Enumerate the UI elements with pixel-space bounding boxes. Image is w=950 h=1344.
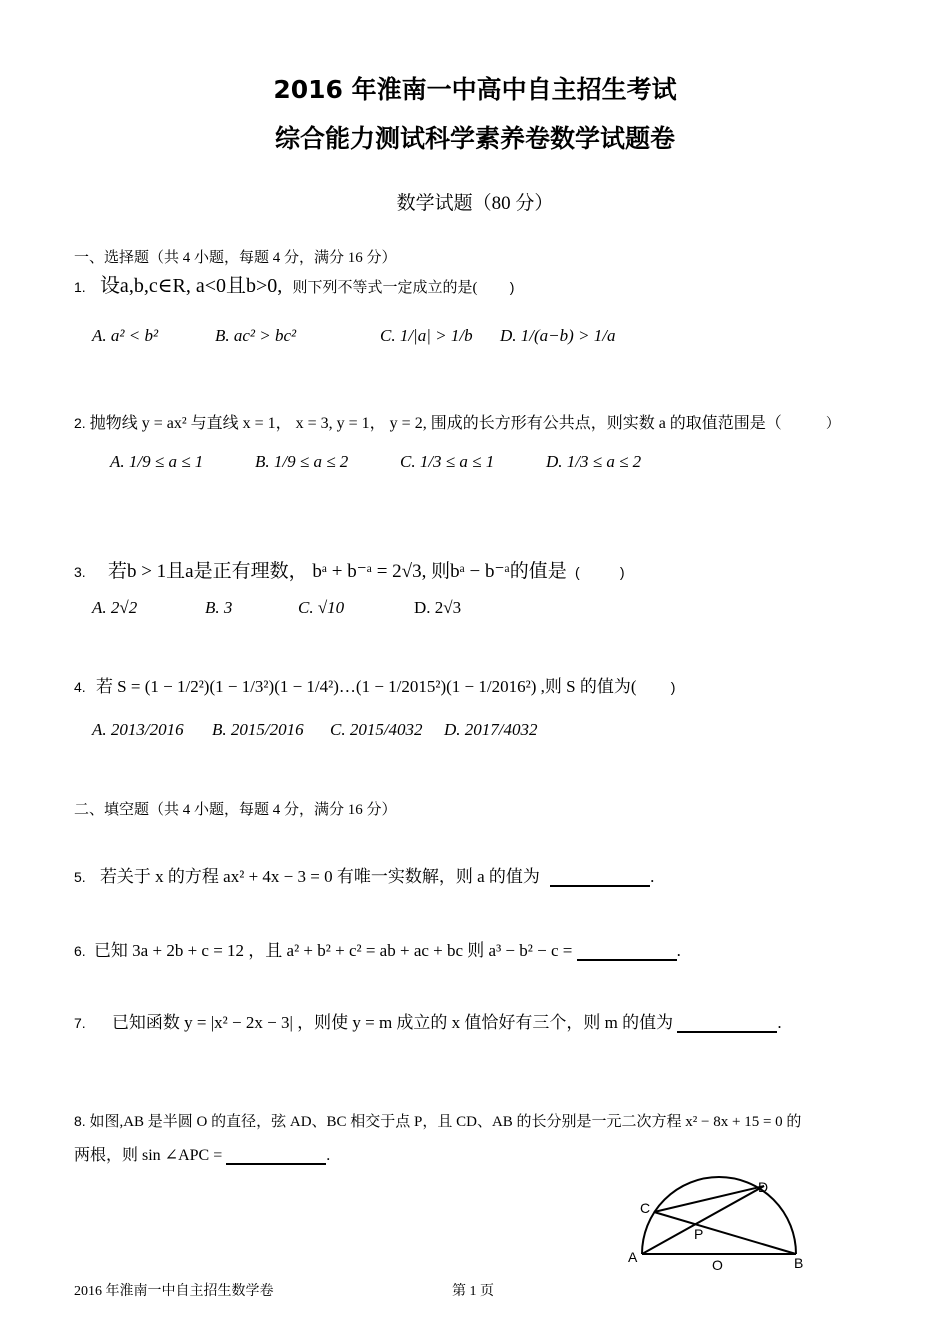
answer-paren-close: ) bbox=[619, 564, 625, 580]
page-number: 第 1 页 bbox=[452, 1284, 494, 1299]
question-stem: 若 S = (1 − 1/2²)(1 − 1/3²)(1 − 1/4²)…(1 − 1/2015²)(1 − 1/2016²) ,则 S 的值为( bbox=[95, 677, 637, 696]
question-stem: 若b > 1且a是正有理数， bᵃ + b⁻ᵃ = 2√3, 则bᵃ − b⁻ᵃ的值是 bbox=[107, 561, 567, 582]
question-line-2: 两根，则 sin ∠APC = bbox=[74, 1147, 223, 1164]
question-number: 8. bbox=[74, 1113, 86, 1129]
question-stem: 设a,b,c∈R, a<0且b>0, bbox=[99, 275, 283, 297]
chord-ad bbox=[642, 1186, 764, 1254]
answer-blank[interactable] bbox=[226, 1147, 326, 1165]
option-b: B. 1/9 ≤ a ≤ 2 bbox=[255, 452, 349, 471]
option-b: B. 2015/2016 bbox=[212, 720, 304, 739]
question-number: 1. bbox=[74, 279, 86, 295]
question-number: 4. bbox=[74, 679, 86, 695]
question-line-1: 如图,AB 是半圆 O 的直径，弦 AD、BC 相交于点 P，且 CD、AB 的长分别是一元二次方程 x² − 8x + 15 = 0 的 bbox=[89, 1114, 802, 1130]
end-period: . bbox=[676, 941, 681, 960]
chord-bc bbox=[654, 1212, 796, 1254]
title-line-1: 2016 年淮南一中高中自主招生考试 bbox=[273, 75, 677, 104]
question-number: 3. bbox=[74, 564, 86, 580]
answer-blank[interactable] bbox=[577, 943, 677, 961]
question-8-line-2 bbox=[74, 1142, 330, 1165]
question-3 bbox=[74, 556, 625, 583]
answer-blank[interactable] bbox=[677, 1015, 777, 1033]
chord-cd bbox=[654, 1186, 764, 1212]
question-number: 2. bbox=[74, 415, 86, 431]
label-a: A bbox=[628, 1249, 638, 1265]
end-period: . bbox=[326, 1147, 331, 1164]
question-4 bbox=[74, 672, 675, 697]
question-stem: 已知 3a + 2b + c = 12 ，且 a² + b² + c² = ab + ac + bc 则 a³ − b² − c = bbox=[93, 941, 573, 960]
option-a: A. a² < b² bbox=[92, 326, 159, 345]
subtitle: 数学试题（80 分） bbox=[396, 193, 554, 214]
option-d: D. 1/(a−b) > 1/a bbox=[500, 326, 616, 345]
answer-paren-open: ( bbox=[575, 564, 580, 580]
option-c: C. 2015/4032 bbox=[330, 720, 423, 739]
question-number: 6. bbox=[74, 943, 86, 959]
question-2 bbox=[74, 410, 840, 433]
label-p: P bbox=[694, 1226, 704, 1242]
end-period: . bbox=[777, 1013, 782, 1032]
question-number: 5. bbox=[74, 869, 86, 885]
option-a: A. 2013/2016 bbox=[92, 720, 184, 739]
section-2-heading: 二、填空题（共 4 小题，每题 4 分，满分 16 分） bbox=[74, 802, 397, 818]
semicircle-figure bbox=[620, 1172, 820, 1272]
question-7 bbox=[74, 1008, 782, 1033]
option-c: C. 1/3 ≤ a ≤ 1 bbox=[400, 452, 495, 471]
question-1 bbox=[74, 269, 514, 298]
question-8 bbox=[74, 1110, 801, 1131]
option-a: A. 1/9 ≤ a ≤ 1 bbox=[110, 452, 204, 471]
end-period: . bbox=[650, 867, 655, 886]
answer-paren-close: ) bbox=[670, 679, 676, 695]
label-c: C bbox=[640, 1200, 651, 1216]
option-d: D. 2017/4032 bbox=[444, 720, 538, 739]
question-stem: 已知函数 y = |x² − 2x − 3| ，则使 y = m 成立的 x 值恰好有三个，则 m 的值为 bbox=[111, 1013, 674, 1032]
option-d: D. 2√3 bbox=[414, 598, 462, 617]
question-6 bbox=[74, 936, 681, 961]
question-5 bbox=[74, 862, 654, 887]
label-d: D bbox=[758, 1179, 769, 1195]
question-tail: 则下列不等式一定成立的是( bbox=[292, 280, 478, 296]
section-1-heading: 一、选择题（共 4 小题，每题 4 分，满分 16 分） bbox=[74, 250, 397, 266]
question-stem: 抛物线 y = ax² 与直线 x = 1， x = 3, y = 1， y = 2, 围成的长方形有公共点，则实数 a 的取值范围是（ bbox=[89, 415, 782, 432]
option-c: C. 1/|a| > 1/b bbox=[380, 326, 473, 345]
answer-paren-close: ） bbox=[825, 415, 840, 431]
question-stem: 若关于 x 的方程 ax² + 4x − 3 = 0 有唯一实数解，则 a 的值为 bbox=[99, 867, 540, 886]
answer-paren-close: ) bbox=[509, 279, 515, 295]
question-number: 7. bbox=[74, 1015, 86, 1031]
title-line-2: 综合能力测试科学素养卷数学试题卷 bbox=[274, 124, 675, 153]
label-b: B bbox=[794, 1255, 804, 1271]
answer-blank[interactable] bbox=[550, 869, 650, 887]
option-b: B. 3 bbox=[205, 598, 233, 617]
option-c: C. √10 bbox=[298, 598, 345, 617]
option-b: B. ac² > bc² bbox=[215, 326, 297, 345]
footer-title: 2016 年淮南一中自主招生数学卷 bbox=[74, 1284, 274, 1299]
option-a: A. 2√2 bbox=[92, 598, 138, 617]
option-d: D. 1/3 ≤ a ≤ 2 bbox=[546, 452, 642, 471]
label-o: O bbox=[712, 1257, 723, 1272]
